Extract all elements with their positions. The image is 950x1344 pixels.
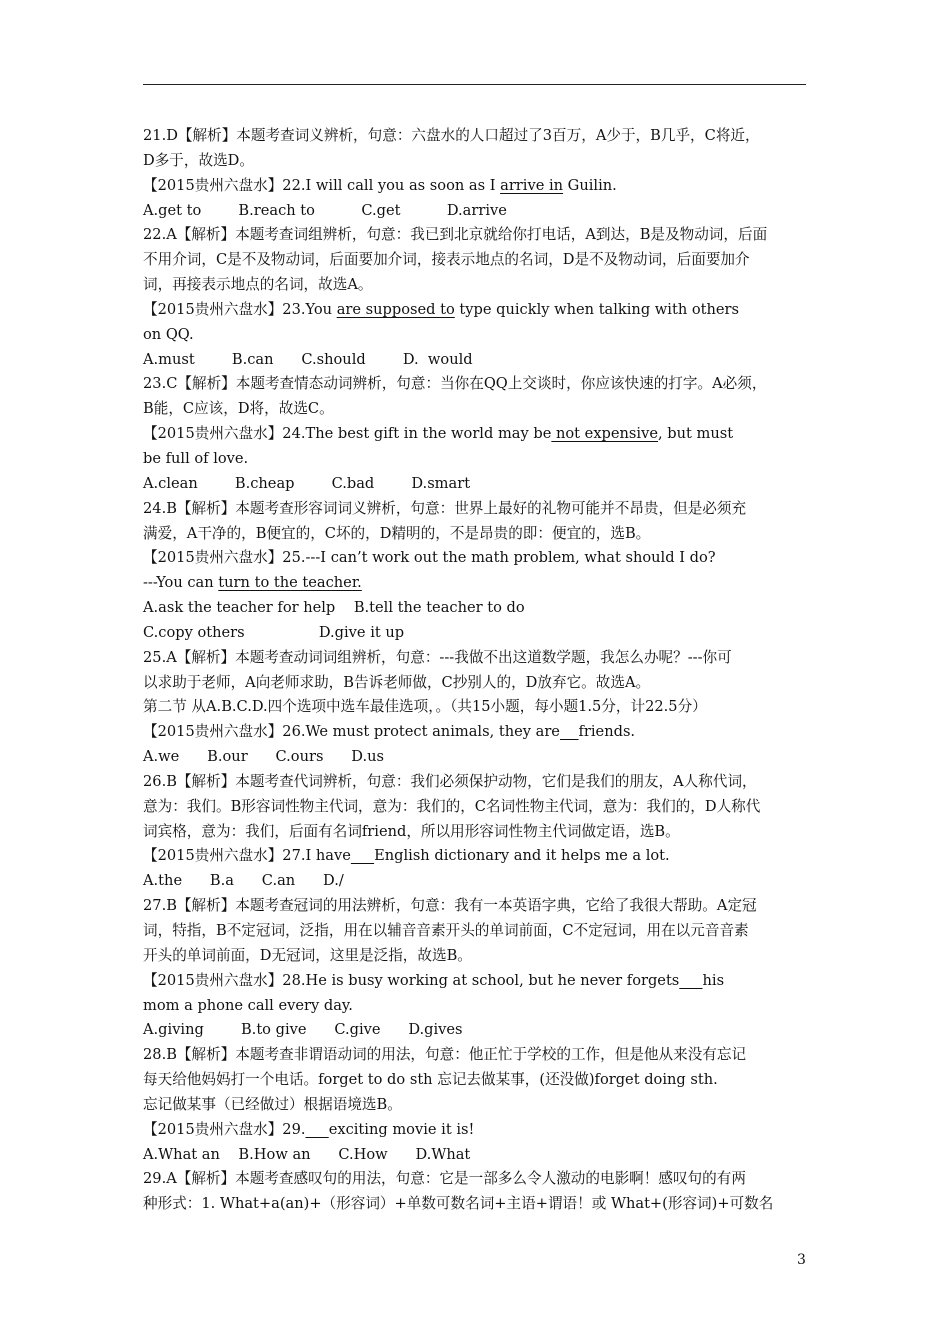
- text-segment: 开头的单词前面，D无冠词，这里是泛指，故选B。: [143, 946, 472, 964]
- text-line: [143, 422, 815, 447]
- text-line: [143, 1167, 815, 1192]
- underlined-text: [306, 1121, 329, 1138]
- text-segment: 【2015贵州六盘水】22.I will call you as soon as I: [143, 176, 501, 194]
- text-segment: on QQ.: [143, 325, 194, 343]
- text-segment: 以求助于老师，A向老师求助，B告诉老师做，C抄别人的，D放弃它。故选A。: [143, 673, 651, 691]
- text-segment: 第二节 从A.B.C.D.四个选项中选车最佳选项，。（共15小题，每小题1.5分，计22.5分）: [143, 698, 707, 716]
- text-line: [143, 397, 815, 422]
- text-segment: 【2015贵州六盘水】25.---I can’t work out the math problem, what should I do?: [143, 549, 716, 567]
- text-segment: 意为：我们。B形容词性物主代词，意为：我们的，C名词性物主代词，意为：我们的，D人称代: [143, 797, 761, 815]
- page-number: 3: [797, 1252, 806, 1268]
- text-segment: 24.B【解析】本题考查形容词词义辨析，句意：世界上最好的礼物可能并不昂贵，但是必须充: [143, 499, 747, 517]
- text-line: [143, 671, 815, 696]
- text-line: [143, 546, 815, 571]
- text-segment: 28.B【解析】本题考查非谓语动词的用法，句意：他正忙于学校的工作，但是他从来没有忘记: [143, 1046, 747, 1064]
- underlined-text: turn to the teacher.: [218, 574, 362, 592]
- text-line: [143, 1018, 815, 1043]
- text-segment: 【2015贵州六盘水】27.I have: [143, 847, 351, 865]
- text-segment: mom a phone call every day.: [143, 996, 353, 1014]
- text-segment: ---You can: [143, 574, 219, 592]
- text-segment: 每天给他妈妈打一个电话。forget to do sth 忘记去做某事，(还没做)forget doing sth.: [143, 1071, 718, 1089]
- underlined-text: arrive in: [500, 176, 564, 194]
- text-line: [143, 248, 815, 273]
- text-line: [143, 844, 815, 869]
- text-line: [143, 1192, 815, 1217]
- text-line: [143, 223, 815, 248]
- text-line: [143, 944, 815, 969]
- text-line: [143, 372, 815, 397]
- text-line: [143, 447, 815, 472]
- text-segment: 词，特指，B不定冠词，泛指，用在以辅音音素开头的单词前面，C不定冠词，用在以元音音素: [143, 922, 749, 939]
- text-line: [143, 174, 815, 199]
- text-line: [143, 919, 815, 944]
- text-line: [143, 1118, 815, 1143]
- text-segment: B能，C应该，D将，故选C。: [143, 400, 334, 418]
- text-line: [143, 1043, 815, 1068]
- text-line: [143, 273, 815, 298]
- text-segment: 词，再接表示地点的名词，故选A。: [143, 276, 373, 294]
- text-segment: A.get to B.reach to C.get D.arrive: [143, 201, 507, 219]
- text-line: [143, 720, 815, 745]
- text-line: [143, 149, 815, 174]
- text-segment: 21.D【解析】本题考查词义辨析，句意：六盘水的人口超过了3百万，A少于，B几乎，C将近，: [143, 127, 760, 144]
- text-line: [143, 1143, 815, 1168]
- text-segment: 满爱，A干净的，B便宜的，C坏的，D精明的，不是昂贵的即：便宜的，选B。: [143, 524, 651, 542]
- text-line: [143, 472, 815, 497]
- text-segment: his: [702, 971, 725, 989]
- text-segment: 忘记做某事（已经做过）根据语境选B。: [143, 1095, 402, 1113]
- text-segment: 27.B【解析】本题考查冠词的用法辨析，句意：我有一本英语字典，它给了我很大帮助。A定冠: [143, 897, 757, 915]
- text-segment: 26.B【解析】本题考查代词辨析，句意：我们必须保护动物，它们是我们的朋友，A人称代词，: [143, 772, 757, 790]
- text-segment: D多于，故选D。: [143, 151, 254, 169]
- text-line: [143, 596, 815, 621]
- text-segment: , but must: [657, 425, 734, 443]
- text-segment: A.clean B.cheap C.bad D.smart: [143, 474, 471, 492]
- text-line: [143, 298, 815, 323]
- text-segment: 【2015贵州六盘水】24.The best gift in the world may be: [143, 425, 552, 443]
- text-segment: A.the B.a C.an D./: [143, 872, 344, 890]
- text-segment: A.must B.can C.should D. would: [143, 350, 473, 368]
- text-line: [143, 770, 815, 795]
- text-segment: 词宾格，意为：我们，后面有名词friend，所以用形容词性物主代词做定语，选B。: [143, 822, 680, 840]
- text-segment: 25.A【解析】本题考查动词词组辨析，句意：---我做不出这道数学题，我怎么办呢？---你可: [143, 648, 732, 666]
- text-line: [143, 894, 815, 919]
- text-segment: A.What an B.How an C.How D.What: [143, 1145, 471, 1163]
- text-line: [143, 497, 815, 522]
- text-segment: English dictionary and it helps me a lot.: [374, 847, 670, 865]
- underlined-text: [351, 847, 374, 864]
- text-segment: 29.A【解析】本题考查感叹句的用法，句意：它是一部多么令人激动的电影啊！感叹句的有两: [143, 1170, 746, 1188]
- text-line: [143, 348, 815, 373]
- text-line: [143, 199, 815, 224]
- text-line: [143, 695, 815, 720]
- text-segment: 【2015贵州六盘水】23.You: [143, 300, 337, 318]
- text-segment: A.ask the teacher for help B.tell the teacher to do: [143, 599, 525, 617]
- text-segment: friends.: [578, 723, 636, 741]
- text-segment: A.giving B.to give C.give D.gives: [143, 1021, 463, 1039]
- text-line: [143, 820, 815, 845]
- text-segment: 【2015贵州六盘水】28.He is busy working at school, but he never forgets: [143, 971, 680, 989]
- text-line: [143, 522, 815, 547]
- text-line: [143, 621, 815, 646]
- text-segment: 【2015贵州六盘水】29.: [143, 1120, 306, 1138]
- text-line: [143, 124, 815, 149]
- underlined-text: [560, 723, 579, 740]
- text-segment: 不用介词，C是不及物动词，后面要加介词，接表示地点的名词，D是不及物动词，后面要加介: [143, 251, 750, 269]
- text-segment: exciting movie it is!: [328, 1120, 475, 1138]
- underlined-text: are supposed to: [336, 300, 455, 318]
- text-line: [143, 646, 815, 671]
- text-line: [143, 1068, 815, 1093]
- text-line: [143, 869, 815, 894]
- underlined-text: not expensive: [551, 425, 658, 443]
- underlined-text: [679, 972, 702, 989]
- text-segment: 22.A【解析】本题考查词组辨析，句意：我已到北京就给你打电话，A到达，B是及物动词，后面: [143, 226, 768, 244]
- text-segment: 种形式：1. What+a(an)+（形容词）+单数可数名词+主语+谓语！或 What+(形容词)+可数名: [143, 1195, 774, 1213]
- text-segment: 【2015贵州六盘水】26.We must protect animals, they are: [143, 723, 560, 741]
- text-line: [143, 323, 815, 348]
- text-segment: C.copy others D.give it up: [143, 623, 405, 641]
- document-body: [143, 124, 815, 1217]
- text-segment: 23.C【解析】本题考查情态动词辨析，句意：当你在QQ上交谈时，你应该快速的打字。A必须，: [143, 375, 767, 393]
- text-line: [143, 745, 815, 770]
- text-segment: Guilin.: [563, 176, 617, 194]
- text-line: [143, 1093, 815, 1118]
- text-line: [143, 795, 815, 820]
- header-rule: [143, 84, 806, 85]
- text-line: [143, 994, 815, 1019]
- text-segment: be full of love.: [143, 449, 249, 467]
- text-line: [143, 969, 815, 994]
- text-line: [143, 571, 815, 596]
- text-segment: A.we B.our C.ours D.us: [143, 748, 384, 766]
- text-segment: type quickly when talking with others: [454, 300, 740, 318]
